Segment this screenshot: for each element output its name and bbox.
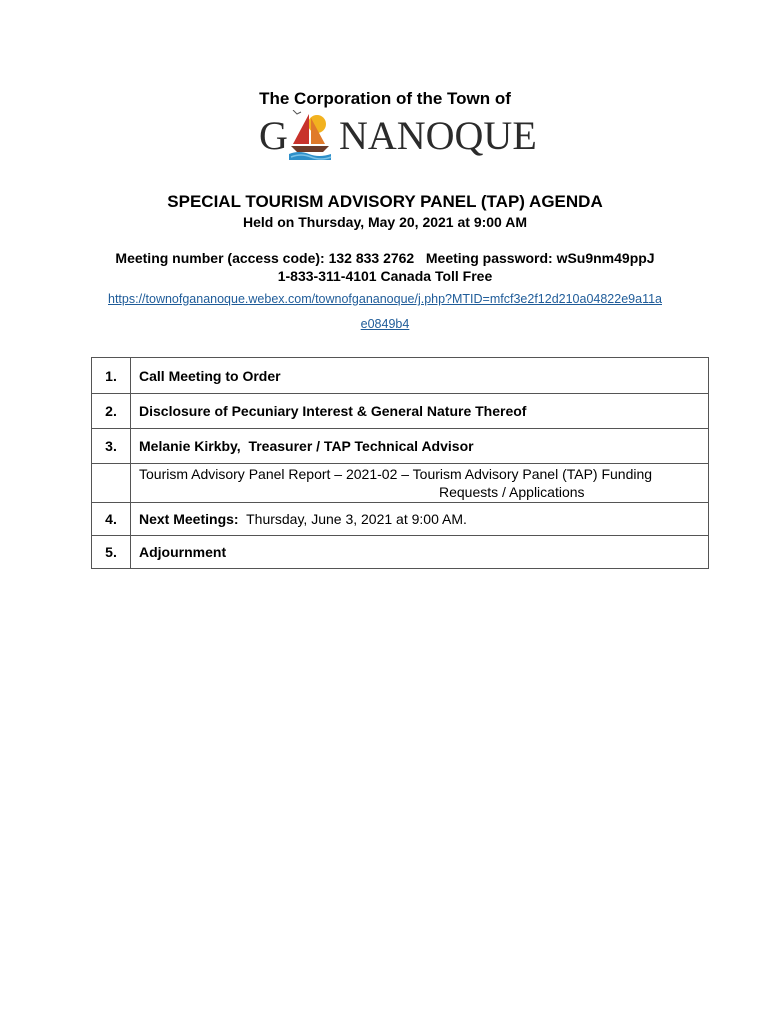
webex-link-continued[interactable]: e0849b4 bbox=[360, 317, 410, 331]
webex-link[interactable]: https://townofgananoque.webex.com/townofgananoque/j.php?MTID=mfcf3e2f12d210a04822e9a11a bbox=[108, 292, 662, 306]
corporation-heading: The Corporation of the Town of bbox=[259, 89, 511, 108]
agenda-title: SPECIAL TOURISM ADVISORY PANEL (TAP) AGENDA bbox=[167, 192, 603, 211]
report-title-line1: Tourism Advisory Panel Report – 2021-02 – Tourism Advisory Panel (TAP) Funding bbox=[139, 466, 653, 482]
agenda-subrow bbox=[92, 464, 709, 503]
item-number-empty bbox=[92, 464, 131, 503]
item-text: Melanie Kirkby, Treasurer / TAP Technical Advisor bbox=[131, 429, 709, 464]
toll-free-number: 1-833-311-4101 Canada Toll Free bbox=[277, 268, 493, 284]
report-title-line2: Requests / Applications bbox=[439, 484, 585, 500]
agenda-row bbox=[92, 503, 709, 536]
item-subtext bbox=[131, 464, 709, 503]
agenda-row bbox=[92, 358, 709, 394]
item-text bbox=[131, 503, 709, 536]
logo-letter-g: G bbox=[259, 113, 288, 158]
item-number: 2. bbox=[92, 394, 131, 429]
item-number: 4. bbox=[92, 503, 131, 536]
sailboat-icon bbox=[287, 110, 333, 160]
agenda-table bbox=[91, 357, 709, 569]
agenda-row bbox=[92, 394, 709, 429]
item-number: 3. bbox=[92, 429, 131, 464]
item-text: Disclosure of Pecuniary Interest & General Nature Thereof bbox=[131, 394, 709, 429]
logo-text-nanoque: NANOQUE bbox=[339, 113, 537, 158]
gananoque-logo bbox=[255, 112, 537, 162]
next-meetings-value: Thursday, June 3, 2021 at 9:00 AM. bbox=[238, 511, 467, 527]
agenda-row bbox=[92, 536, 709, 569]
item-text: Call Meeting to Order bbox=[131, 358, 709, 394]
item-text: Adjournment bbox=[131, 536, 709, 569]
agenda-row bbox=[92, 429, 709, 464]
next-meetings-label: Next Meetings: bbox=[139, 511, 239, 527]
item-number: 5. bbox=[92, 536, 131, 569]
item-number: 1. bbox=[92, 358, 131, 394]
meeting-access-info: Meeting number (access code): 132 833 2762 Meeting password: wSu9nm49ppJ bbox=[115, 250, 655, 266]
meeting-date: Held on Thursday, May 20, 2021 at 9:00 AM bbox=[243, 214, 527, 230]
